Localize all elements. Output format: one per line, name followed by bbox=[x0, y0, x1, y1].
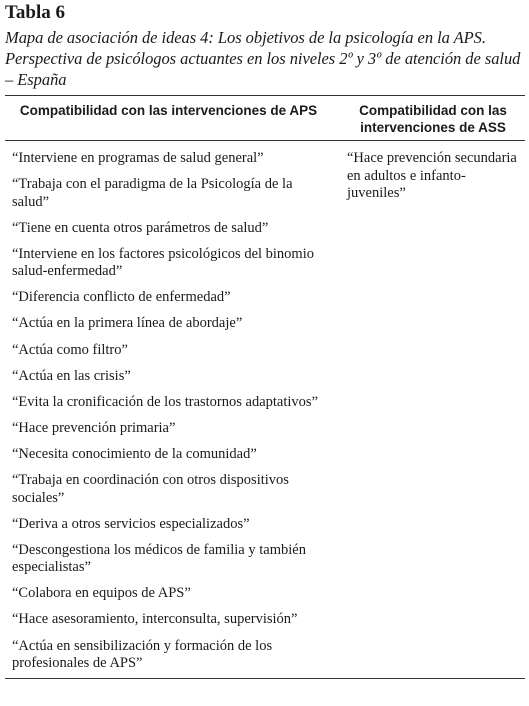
left-column-header bbox=[5, 102, 335, 136]
aps-intervention-item: “Descongestiona los médicos de familia y también especialistas” bbox=[12, 541, 306, 576]
aps-intervention-item: “Interviene en programas de salud general” bbox=[12, 150, 264, 166]
aps-intervention-item: “Diferencia conflicto de enfermedad” bbox=[12, 289, 231, 306]
aps-intervention-item: “Trabaja en coordinación con otros dispositivos sociales” bbox=[12, 472, 289, 506]
aps-intervention-item: “Interviene en los factores psicológicos del binomio salud-enfermedad” bbox=[12, 245, 314, 280]
aps-intervention-item: “Necesita conocimiento de la comunidad” bbox=[12, 445, 257, 462]
aps-intervention-item: “Actúa en la primera línea de abordaje” bbox=[12, 315, 243, 332]
aps-intervention-item: “Deriva a otros servicios especializados” bbox=[12, 515, 250, 532]
association-table bbox=[5, 95, 525, 679]
left-column-items bbox=[5, 150, 335, 673]
aps-intervention-item: “Evita la cronificación de los trastornos adaptativos” bbox=[12, 393, 319, 410]
document-page bbox=[0, 2, 529, 706]
aps-intervention-item: “Trabaja con el paradigma de la Psicología de la salud” bbox=[12, 176, 293, 210]
ass-intervention-item: “Hace prevención secundaria en adultos e infanto-juveniles” bbox=[347, 150, 517, 201]
right-column-items bbox=[335, 150, 525, 673]
aps-intervention-item: “Hace asesoramiento, interconsulta, supervisión” bbox=[12, 611, 298, 628]
aps-intervention-item: “Actúa en las crisis” bbox=[12, 367, 131, 384]
aps-intervention-item: “Hace prevención primaria” bbox=[12, 419, 176, 436]
aps-intervention-item: “Colabora en equipos de APS” bbox=[12, 585, 191, 602]
aps-intervention-item: “Actúa como filtro” bbox=[12, 341, 128, 358]
table-header-row bbox=[5, 96, 525, 141]
aps-intervention-item: “Actúa en sensibilización y formación de los profesionales de APS” bbox=[12, 637, 273, 671]
table-caption: Mapa de asociación de ideas 4: Los objetivos de la psicología en la APS. Perspectiva de psicólogos actuantes en los niveles 2º y 3º de atención de salud – España bbox=[5, 28, 521, 89]
table-body-row bbox=[5, 141, 525, 678]
left-header-text: Compatibilidad con las intervenciones de APS bbox=[19, 103, 318, 118]
right-column-header bbox=[335, 102, 525, 136]
table-label: Tabla 6 bbox=[5, 2, 66, 23]
aps-intervention-item: “Tiene en cuenta otros parámetros de salud” bbox=[12, 219, 269, 236]
right-header-text: Compatibilidad con las intervenciones de ASS bbox=[359, 103, 507, 135]
